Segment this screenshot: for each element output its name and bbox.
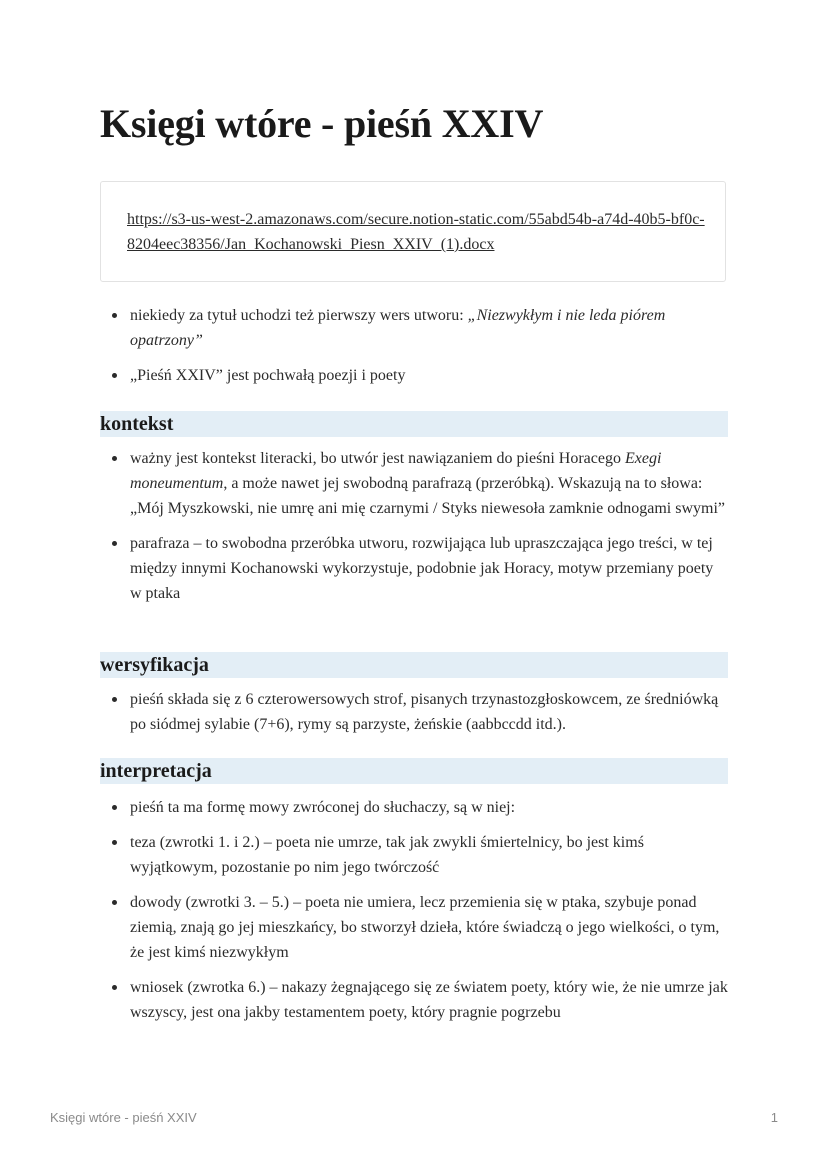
list-item: parafraza – to swobodna przeróbka utworu, rozwijająca lub upraszczająca jego treści, w tej między innymi Kochanowski wykorzystuje, podobnie jak Horacy, motyw przemiany poety w ptaka — [100, 531, 728, 606]
file-embed[interactable] — [100, 181, 726, 282]
bullet-icon — [112, 456, 117, 461]
bullet-icon — [112, 373, 117, 378]
list-item: dowody (zwrotki 3. – 5.) – poeta nie umiera, lecz przemienia się w ptaka, szybuje ponad ziemią, znają go jej mieszkańcy, bo stworzył dzieła, które świadczą o jego wielkości, o tym, że jest kimś niezwykłym — [100, 890, 728, 965]
file-link[interactable]: https://s3-us-west-2.amazonaws.com/secure.notion-static.com/55abd54b-a74d-40b5-bf0c-8204eec38356/Jan_Kochanowski_Piesn_XXIV_(1).docx — [127, 211, 705, 253]
section-heading-kontekst: kontekst — [100, 411, 728, 437]
list-item: pieśń ta ma formę mowy zwróconej do słuchaczy, są w niej: — [100, 795, 728, 820]
bullet-icon — [112, 541, 117, 546]
footer-title: Księgi wtóre - pieśń XXIV — [50, 1110, 197, 1125]
page-title: Księgi wtóre - pieśń XXIV — [100, 101, 544, 146]
list-item: „Pieśń XXIV” jest pochwałą poezji i poety — [100, 363, 728, 388]
section-heading-interpretacja: interpretacja — [100, 758, 728, 784]
list-item: wniosek (zwrotka 6.) – nakazy żegnającego się ze światem poety, który wie, że nie umrze jak wszyscy, jest ona jakby testamentem poety, który pragnie pogrzebu — [100, 975, 728, 1025]
list-item: niekiedy za tytuł uchodzi też pierwszy wers utworu: „Niezwykłym i nie leda piórem opatrzony” — [100, 303, 728, 353]
section-heading-wersyfikacja: wersyfikacja — [100, 652, 728, 678]
bullet-icon — [112, 313, 117, 318]
wersyfikacja-list — [100, 687, 728, 747]
list-item: ważny jest kontekst literacki, bo utwór jest nawiązaniem do pieśni Horacego Exegi moneumentum, a może nawet jej swobodną parafrazą (przeróbką). Wskazują na to słowa: „Mój Myszkowski, nie umrę ani mię czarnymi / Styks niewesoła zamknie odnogami swymi” — [100, 446, 728, 521]
list-item: pieśń składa się z 6 czterowersowych strof, pisanych trzynastozgłoskowcem, ze średniówką po siódmej sylabie (7+6), rymy są parzyste, żeńskie (aabbccdd itd.). — [100, 687, 728, 737]
bullet-icon — [112, 805, 117, 810]
kontekst-list — [100, 446, 728, 616]
list-item: teza (zwrotki 1. i 2.) – poeta nie umrze, tak jak zwykli śmiertelnicy, bo jest kimś wyjątkowym, pozostanie po nim jego twórczość — [100, 830, 728, 880]
interpretacja-list — [100, 795, 728, 1035]
bullet-icon — [112, 840, 117, 845]
footer-page-number: 1 — [770, 1110, 778, 1125]
bullet-icon — [112, 697, 117, 702]
bullet-icon — [112, 900, 117, 905]
bullet-icon — [112, 985, 117, 990]
intro-list — [100, 303, 728, 398]
